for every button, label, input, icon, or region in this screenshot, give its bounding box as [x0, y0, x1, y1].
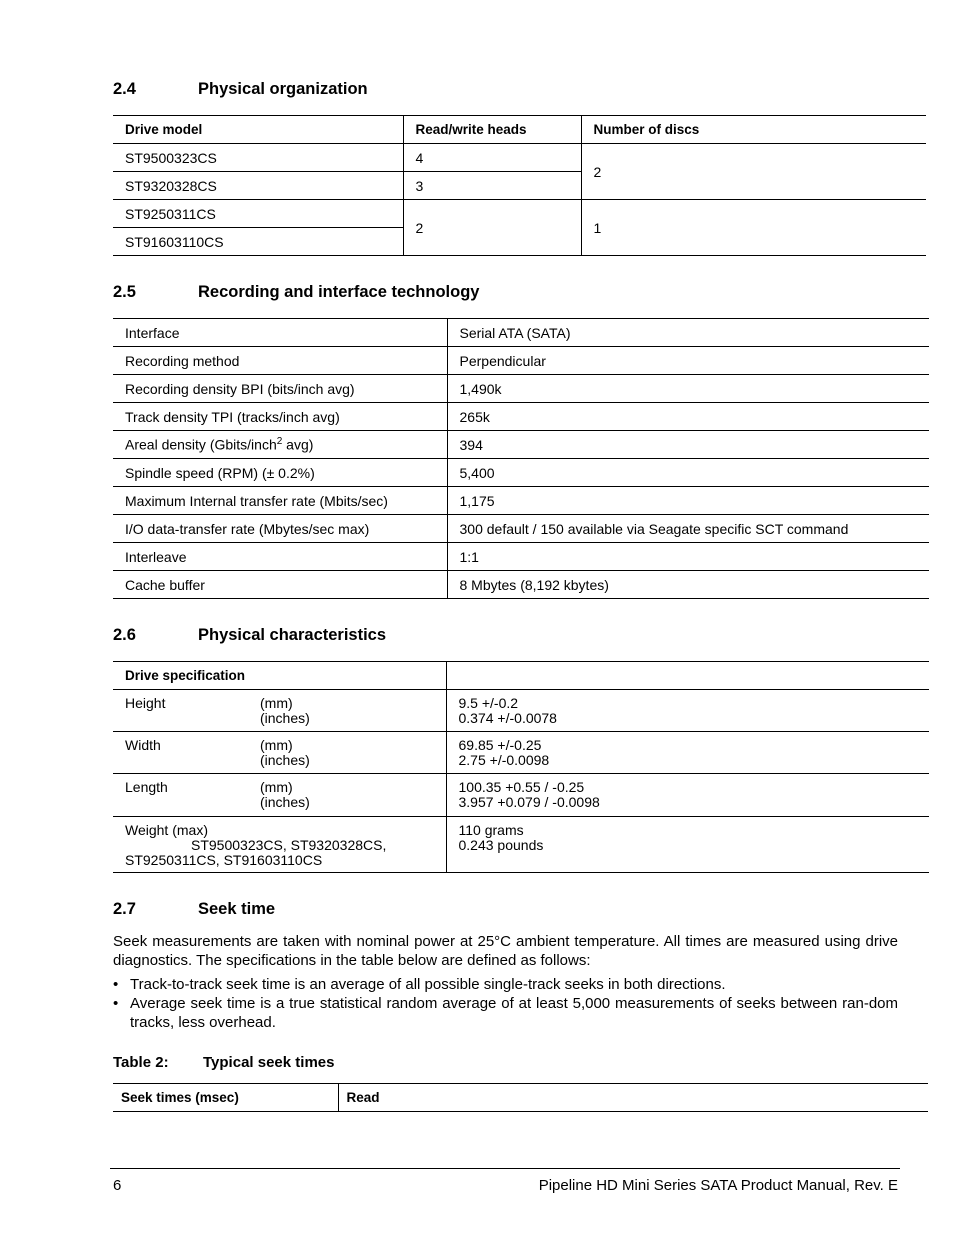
label-cell: Track density TPI (tracks/inch avg) — [113, 403, 447, 431]
header-cell — [446, 662, 929, 690]
label-cell: Interface — [113, 319, 447, 347]
label-cell: Spindle speed (RPM) (± 0.2%) — [113, 459, 447, 487]
value-inches: 0.374 +/-0.0078 — [458, 710, 557, 726]
table-title: Typical seek times — [203, 1054, 335, 1071]
value-mm: 9.5 +/-0.2 — [458, 695, 519, 711]
label-text: Areal density (Gbits/inch — [125, 436, 277, 453]
table-header-row — [113, 116, 926, 144]
table-row — [113, 375, 929, 403]
physical-organization-table — [113, 115, 926, 256]
weight-models-line2: ST9250311CS, ST91603110CS — [125, 852, 323, 868]
unit-labels — [260, 780, 310, 810]
table-row — [113, 515, 929, 543]
table-row — [113, 774, 929, 817]
value-mm: 69.85 +/-0.25 — [458, 737, 542, 753]
value-cell — [446, 774, 929, 817]
section-number: 2.7 — [113, 900, 136, 918]
value-cell: Serial ATA (SATA) — [447, 319, 929, 347]
value-inches: 3.957 +0.079 / -0.0098 — [458, 794, 600, 810]
unit-inches: (inches) — [260, 710, 310, 726]
table-header-row — [113, 1084, 928, 1112]
section-2-7-heading — [113, 900, 275, 919]
table-row — [113, 319, 929, 347]
value-cell: 300 default / 150 available via Seagate specific SCT command — [447, 515, 929, 543]
table-row — [113, 690, 929, 732]
weight-grams: 110 grams — [458, 822, 524, 838]
bullet-marker: • — [113, 976, 119, 993]
weight-pounds: 0.243 pounds — [458, 837, 544, 853]
label-text: avg) — [282, 436, 314, 453]
unit-mm: (mm) — [260, 779, 293, 795]
label-cell — [113, 431, 447, 459]
header-cell: Seek times (msec) — [113, 1084, 338, 1112]
header-cell: Number of discs — [581, 116, 926, 144]
label-cell — [113, 732, 446, 774]
heads-cell: 4 — [403, 144, 581, 172]
section-number: 2.6 — [113, 626, 136, 644]
model-cell: ST9250311CS — [113, 200, 403, 228]
superscript: 2 — [276, 436, 283, 448]
page-number: 6 — [113, 1177, 122, 1194]
label-cell: Recording density BPI (bits/inch avg) — [113, 375, 447, 403]
value-mm: 100.35 +0.55 / -0.25 — [458, 779, 585, 795]
table-row — [113, 347, 929, 375]
seek-intro-paragraph: Seek measurements are taken with nominal power at 25°C ambient temperature. All times are measured using drive diagnostics. The specifications in the table below are defined as follows: — [113, 933, 898, 969]
label-cell — [113, 690, 446, 732]
bullet-item — [113, 975, 898, 994]
unit-inches: (inches) — [260, 794, 310, 810]
table-row — [113, 403, 929, 431]
table-row — [113, 571, 929, 599]
bullet-marker: • — [113, 995, 119, 1012]
value-cell — [446, 690, 929, 732]
section-title: Physical organization — [198, 80, 368, 98]
seek-times-table — [113, 1083, 928, 1112]
header-cell: Drive specification — [113, 662, 446, 690]
dimension-label: Height — [125, 695, 166, 711]
model-cell: ST91603110CS — [113, 228, 403, 256]
heads-cell: 3 — [403, 172, 581, 200]
unit-labels — [260, 696, 310, 726]
section-2-4-heading — [113, 80, 368, 99]
section-number: 2.5 — [113, 283, 136, 301]
table-row — [113, 459, 929, 487]
table-caption — [113, 1054, 334, 1071]
value-cell — [446, 817, 929, 873]
dimension-label: Length — [125, 779, 168, 795]
section-title: Seek time — [198, 900, 276, 918]
physical-characteristics-table — [113, 661, 929, 873]
section-2-5-heading — [113, 283, 479, 302]
label-cell: Interleave — [113, 543, 447, 571]
unit-labels — [260, 738, 310, 768]
unit-inches: (inches) — [260, 752, 310, 768]
unit-mm: (mm) — [260, 737, 293, 753]
value-cell: 1,490k — [447, 375, 929, 403]
bullet-text: Track-to-track seek time is an average of all possible single-track seeks in both directions. — [130, 976, 726, 993]
dimension-label: Width — [125, 737, 161, 753]
header-cell: Read/write heads — [403, 116, 581, 144]
label-cell: Maximum Internal transfer rate (Mbits/sec) — [113, 487, 447, 515]
model-cell: ST9500323CS — [113, 144, 403, 172]
bullet-item — [113, 994, 898, 1032]
model-cell: ST9320328CS — [113, 172, 403, 200]
value-cell: 394 — [447, 431, 929, 459]
table-row — [113, 144, 926, 172]
table-row — [113, 200, 926, 228]
table-row — [113, 732, 929, 774]
discs-cell: 1 — [581, 200, 926, 256]
table-row — [113, 543, 929, 571]
label-cell — [113, 774, 446, 817]
value-cell: 265k — [447, 403, 929, 431]
header-cell: Read — [338, 1084, 928, 1112]
value-cell: 5,400 — [447, 459, 929, 487]
label-cell — [113, 817, 446, 873]
unit-mm: (mm) — [260, 695, 293, 711]
discs-cell: 2 — [581, 144, 926, 200]
value-cell: 8 Mbytes (8,192 kbytes) — [447, 571, 929, 599]
weight-models-line1: ST9500323CS, ST9320328CS, — [191, 837, 387, 853]
label-cell: I/O data-transfer rate (Mbytes/sec max) — [113, 515, 447, 543]
value-cell — [446, 732, 929, 774]
table-label: Table 2: — [113, 1054, 169, 1071]
label-cell: Cache buffer — [113, 571, 447, 599]
section-2-6-heading — [113, 626, 386, 645]
heads-cell: 2 — [403, 200, 581, 256]
header-cell: Drive model — [113, 116, 403, 144]
weight-label: Weight (max) — [125, 822, 208, 838]
table-row — [113, 817, 929, 873]
footer-rule — [110, 1168, 900, 1169]
section-title: Recording and interface technology — [198, 283, 480, 301]
label-cell: Recording method — [113, 347, 447, 375]
value-cell: 1,175 — [447, 487, 929, 515]
table-row — [113, 487, 929, 515]
footer-title: Pipeline HD Mini Series SATA Product Manual, Rev. E — [538, 1177, 898, 1194]
bullet-text: Average seek time is a true statistical random average of at least 5,000 measurements of seeks between ran-dom tracks, less overhead. — [130, 995, 898, 1031]
section-title: Physical characteristics — [198, 626, 387, 644]
value-cell: Perpendicular — [447, 347, 929, 375]
table-row — [113, 431, 929, 459]
section-number: 2.4 — [113, 80, 136, 98]
value-inches: 2.75 +/-0.0098 — [458, 752, 550, 768]
table-header-row — [113, 662, 929, 690]
value-cell: 1:1 — [447, 543, 929, 571]
recording-technology-table — [113, 318, 929, 599]
